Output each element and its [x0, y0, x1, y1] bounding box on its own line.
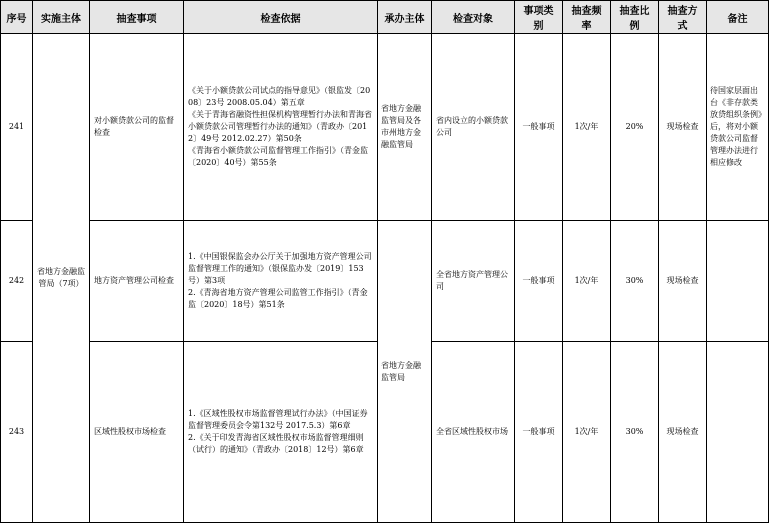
inspection-item-cell: 地方资产管理公司检查 — [90, 221, 184, 342]
header-inspection-basis: 检查依据 — [184, 1, 378, 34]
remark-cell — [707, 342, 769, 523]
header-remark: 备注 — [707, 1, 769, 34]
inspection-object-cell: 全省地方资产管理公司 — [432, 221, 515, 342]
frequency-cell: 1次/年 — [563, 34, 611, 221]
frequency-cell: 1次/年 — [563, 342, 611, 523]
inspection-item-cell: 对小额贷款公司的监督检查 — [90, 34, 184, 221]
seq-cell: 242 — [1, 221, 33, 342]
basis-line: 《关于青海省融资性担保机构管理暂行办法和青海省小额贷款公司管理暂行办法的通知》（青政办〔2012〕49号 2012.02.27）第50条 — [188, 110, 372, 143]
header-row — [1, 1, 769, 34]
header-ratio: 抽查比例 — [611, 1, 659, 34]
header-frequency: 抽查频率 — [563, 1, 611, 34]
inspection-object-cell: 省内设立的小额贷款公司 — [432, 34, 515, 221]
category-cell: 一般事项 — [515, 221, 563, 342]
basis-line: 1.《区域性股权市场监督管理试行办法》（中国证券监督管理委员会令第132号 2017.5.3）第6章 — [188, 409, 368, 430]
header-inspection-object: 检查对象 — [432, 1, 515, 34]
ratio-cell: 20% — [611, 34, 659, 221]
ratio-cell: 30% — [611, 221, 659, 342]
undertaker-cell: 省地方金融监管局及各市州地方金融监管局 — [378, 34, 432, 221]
inspection-item-cell: 区域性股权市场检查 — [90, 342, 184, 523]
inspection-basis-cell — [184, 34, 378, 221]
method-cell: 现场检查 — [659, 342, 707, 523]
header-category: 事项类别 — [515, 1, 563, 34]
basis-line: 《关于小额贷款公司试点的指导意见》（银监发〔2008〕23号 2008.05.04）第五章 — [188, 86, 371, 107]
basis-line: 《青海省小额贷款公司监督管理工作指引》（青金监〔2020〕40号）第55条 — [188, 146, 368, 167]
method-cell: 现场检查 — [659, 34, 707, 221]
frequency-cell: 1次/年 — [563, 221, 611, 342]
header-inspection-item: 抽查事项 — [90, 1, 184, 34]
header-undertaker: 承办主体 — [378, 1, 432, 34]
basis-line: 2.《青海省地方资产管理公司监管工作指引》（青金监〔2020〕18号）第51条 — [188, 288, 368, 309]
inspection-basis-cell — [184, 221, 378, 342]
table-row — [1, 34, 769, 221]
remark-cell — [707, 221, 769, 342]
implementing-body-cell: 省地方金融监管局（7项） — [33, 34, 90, 523]
remark-cell: 待国家层面出台《非存款类放贷组织条例》后，将对小额贷款公司监督管理办法进行相应修改 — [707, 34, 769, 221]
table-row — [1, 221, 769, 342]
inspection-basis-cell — [184, 342, 378, 523]
seq-cell: 241 — [1, 34, 33, 221]
method-cell: 现场检查 — [659, 221, 707, 342]
category-cell: 一般事项 — [515, 342, 563, 523]
header-implementing-body: 实施主体 — [33, 1, 90, 34]
basis-line: 2.《关于印发青海省区域性股权市场监督管理细则（试行）的通知》（青政办〔2018〕12号）第6章 — [188, 433, 364, 454]
ratio-cell: 30% — [611, 342, 659, 523]
header-seq: 序号 — [1, 1, 33, 34]
category-cell: 一般事项 — [515, 34, 563, 221]
seq-cell: 243 — [1, 342, 33, 523]
inspection-object-cell: 全省区域性股权市场 — [432, 342, 515, 523]
header-method: 抽查方式 — [659, 1, 707, 34]
undertaker-cell: 省地方金融监管局 — [378, 221, 432, 523]
basis-line: 1.《中国银保监会办公厅关于加强地方资产管理公司监督管理工作的通知》（银保监办发〔2019〕153号）第3项 — [188, 252, 372, 285]
